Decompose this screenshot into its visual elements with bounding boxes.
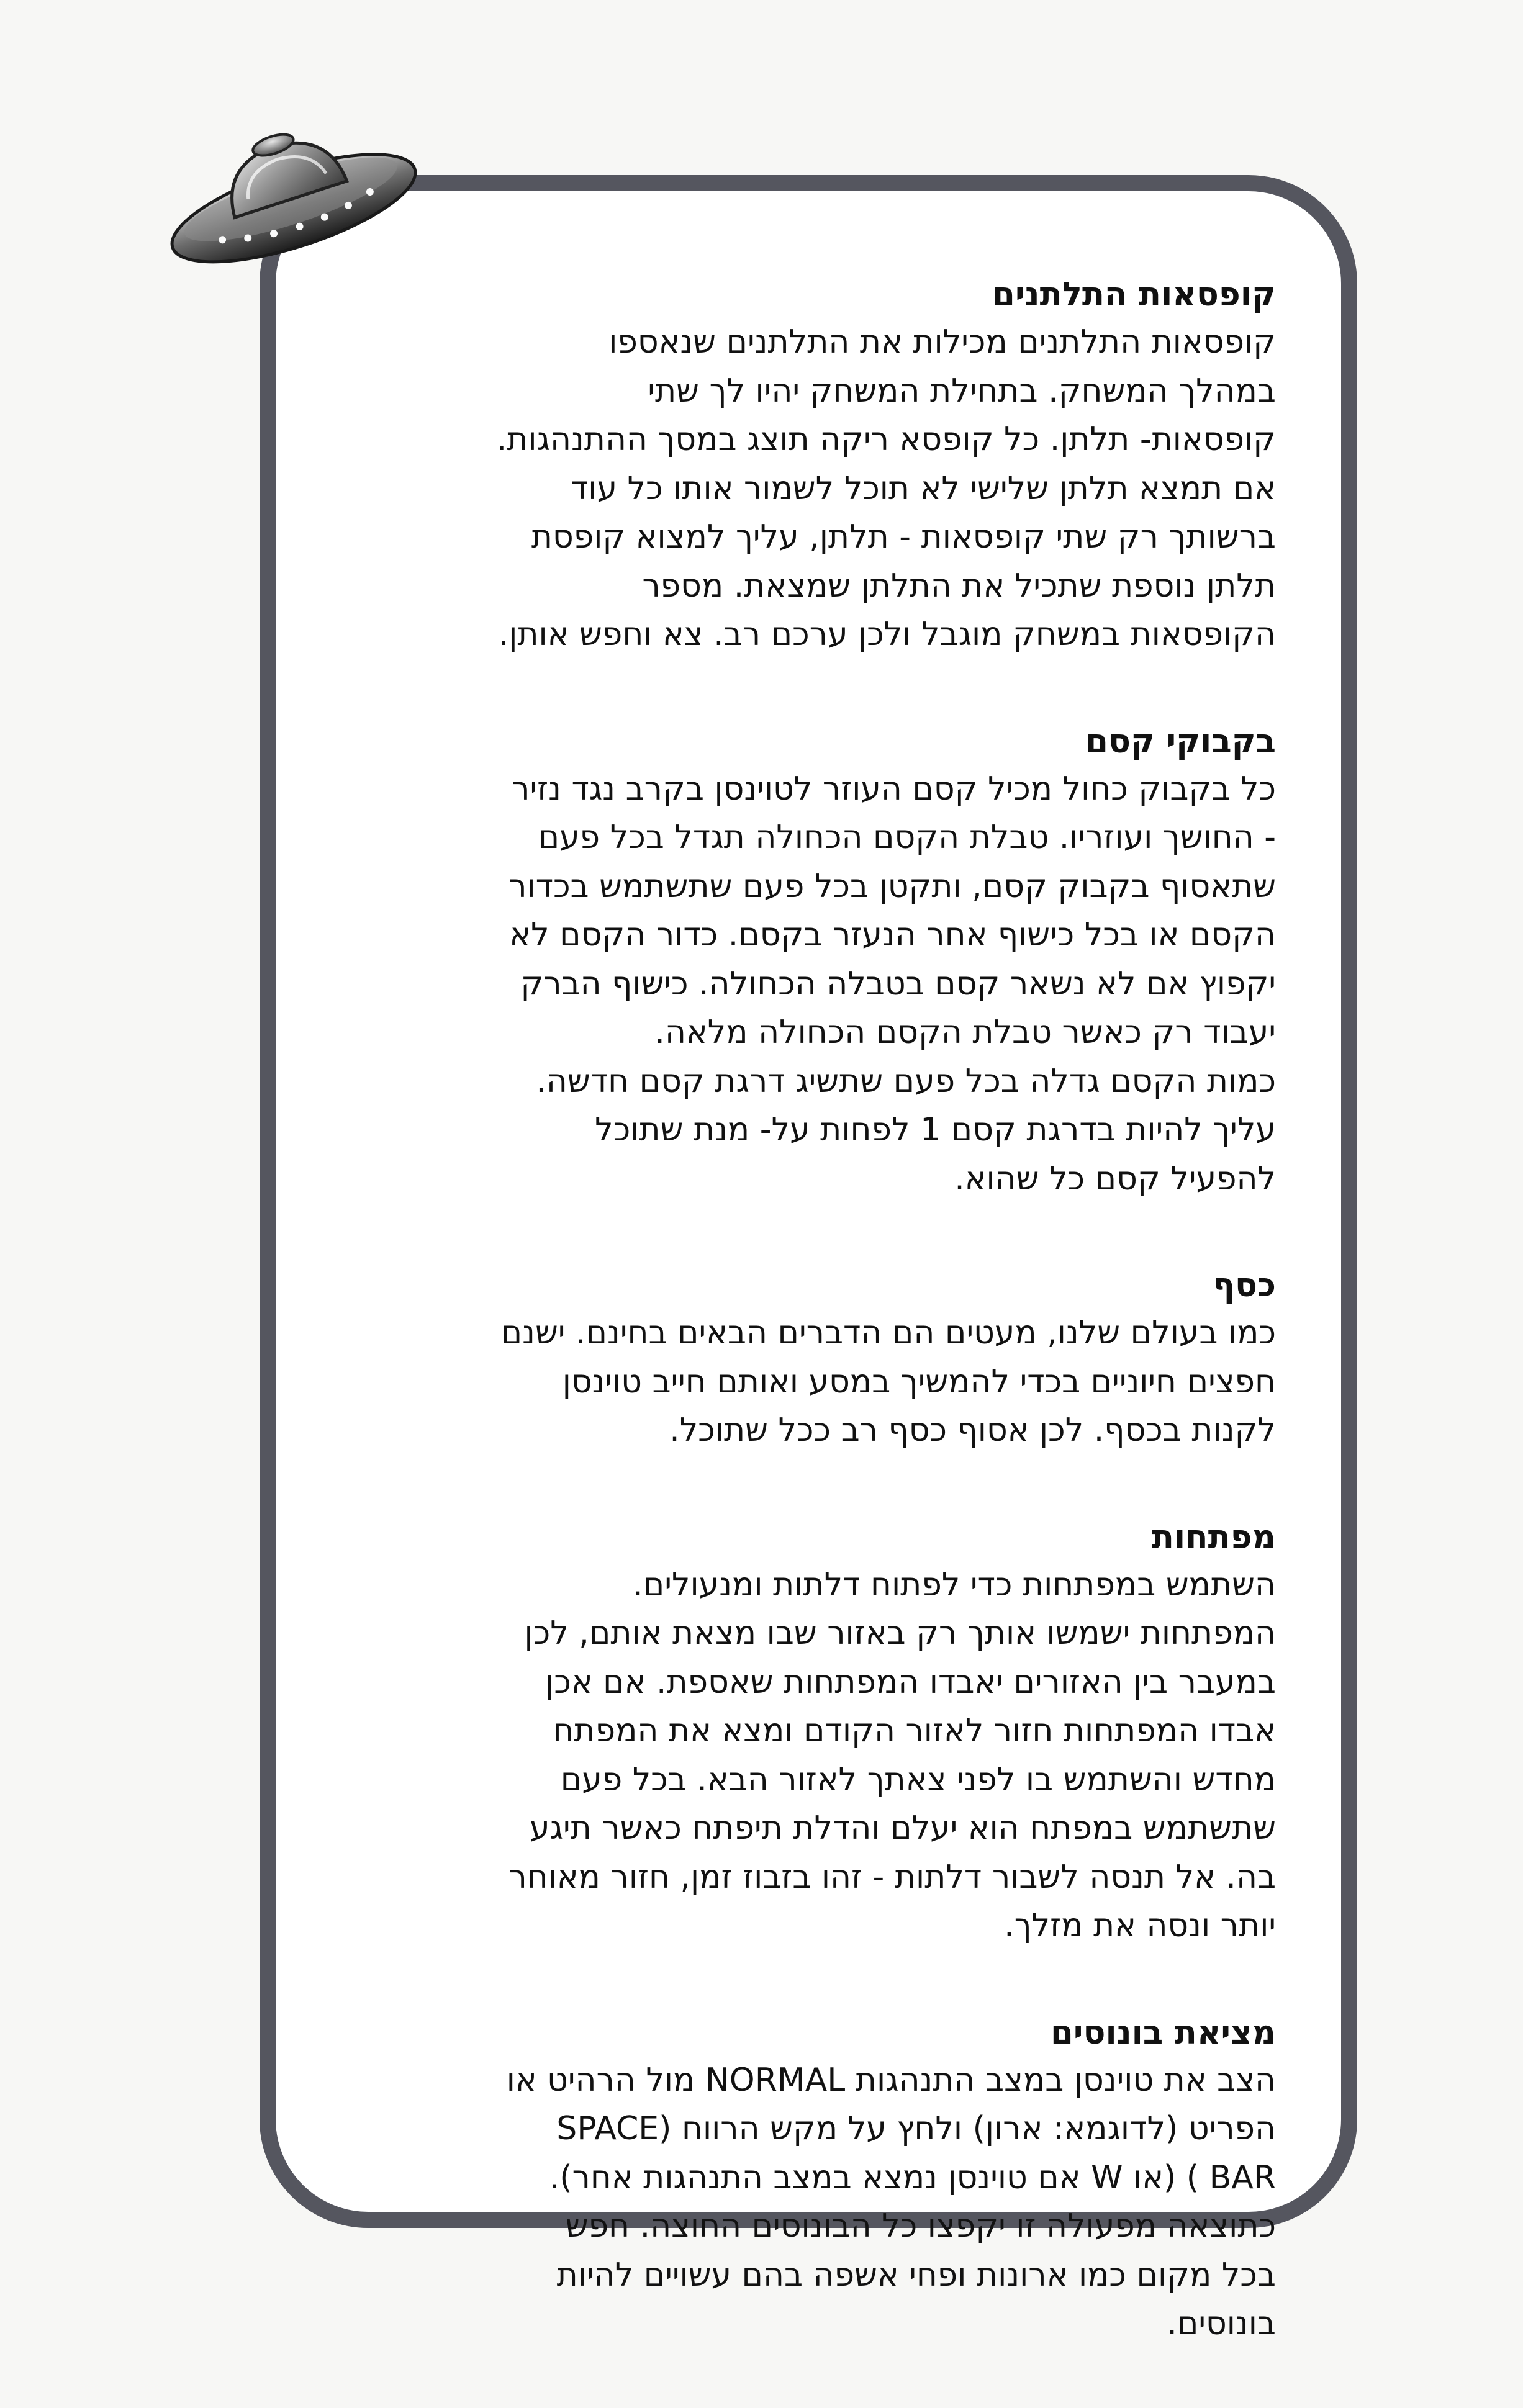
text-line: כמות הקסם גדלה בכל פעם שתשיג דרגת קסם חדשה. [536,1062,1276,1100]
text-line: קופסאות- תלתן. כל קופסא ריקה תוצג במסך ההתנהגות. [496,421,1276,458]
text-line: הפריט (לדוגמא: ארון) ולחץ על מקש הרווח (SPACE [556,2110,1276,2147]
text-line: יותר ונסה את מזלך. [1004,1907,1276,1944]
section-title: כסף [1213,1266,1276,1304]
text-line: כתוצאה מפעולה זו יקפצו כל הבונוסים החוצה. חפש [565,2207,1276,2245]
section-clover-boxes [323,272,1276,659]
text-line: הקופסאות במשחק מוגבל ולכן ערכם רב. צא וחפש אותן. [498,616,1276,653]
text-line: המפתחות ישמשו אותך רק באזור שבו מצאת אותם, לכן [524,1615,1276,1652]
text-line: כמו בעולם שלנו, מעטים הם הדברים הבאים בחינם. ישנם [500,1314,1276,1351]
text-line: השתמש במפתחות כדי לפתוח דלתות ומנעולים. [633,1566,1276,1603]
text-line: בכל מקום כמו ארונות ופחי אשפה בהם עשויים להיות [556,2256,1276,2294]
text-line: יקפוץ אם לא נשאר קסם בטבלה הכחולה. כישוף הברק [520,965,1276,1003]
section-title: מציאת בונוסים [1050,2013,1276,2052]
text-line: BAR ) (או W אם טוינסן נמצא במצב התנהגות אחר). [549,2158,1276,2196]
section-money [323,1263,1276,1455]
text-line: קופסאות התלתנים מכילות את התלתנים שנאספו [608,323,1276,361]
section-title: בקבוקי קסם [1085,722,1276,760]
section-finding-bonuses [323,2010,1276,2348]
text-line: במהלך המשחק. בתחילת המשחק יהיו לך שתי [648,372,1276,410]
text-line: מחדש והשתמש בו לפני צאתך לאזור הבא. בכל פעם [560,1761,1276,1798]
text-line: שתשתמש במפתח הוא יעלם והדלת תיפתח כאשר תיגע [530,1810,1276,1847]
text-line: תלתן נוספת שתכיל את התלתן שמצאת. מספר [642,567,1276,605]
text-line: לקנות בכסף. לכן אסוף כסף רב ככל שתוכל. [669,1412,1276,1449]
text-line: - החושך ועוזריו. טבלת הקסם הכחולה תגדל בכל פעם [538,819,1276,856]
text-line: הצב את טוינסן במצב התנהגות NORMAL מול הרהיט או [506,2061,1276,2099]
text-line: בונוסים. [1167,2305,1276,2342]
text-line: כל בקבוק כחול מכיל קסם העוזר לטוינסן בקרב נגד נזיר [512,770,1276,808]
section-title: מפתחות [1151,1518,1276,1556]
section-title: קופסאות התלתנים [992,276,1276,313]
text-line: הקסם או בכל כישוף אחר הנעזר בקסם. כדור הקסם לא [509,916,1276,954]
text-line: עליך להיות בדרגת קסם 1 לפחות על- מנת שתוכל [595,1111,1276,1148]
text-line: חפצים חיוניים בכדי להמשיך במסע ואותם חייב טוינסן [562,1363,1276,1400]
section-magic-flasks [323,719,1276,1204]
text-line: יעבוד רק כאשר טבלת הקסם הכחולה מלאה. [654,1014,1276,1051]
text-line: אבדו המפתחות חזור לאזור הקודם ומצא את המפתח [553,1712,1276,1749]
text-line: שתאסוף בקבוק קסם, ותקטן בכל פעם שתשתמש בכדור [508,867,1276,905]
text-line: בה. אל תנסה לשבור דלתות - זהו בזבוז זמן, חזור מאוחר [508,1858,1276,1896]
text-line: במעבר בין האזורים יאבדו המפתחות שאספת. אם אכן [545,1663,1276,1701]
section-keys [323,1515,1276,1950]
text-line: להפעיל קסם כל שהוא. [954,1160,1276,1197]
text-line: אם תמצא תלתן שלישי לא תוכל לשמור אותו כל עוד [570,469,1276,507]
text-line: ברשותך רק שתי קופסאות - תלתן, עליך למצוא קופסת [531,518,1276,556]
flying-saucer-icon [155,112,428,273]
manual-text [323,272,1276,2408]
